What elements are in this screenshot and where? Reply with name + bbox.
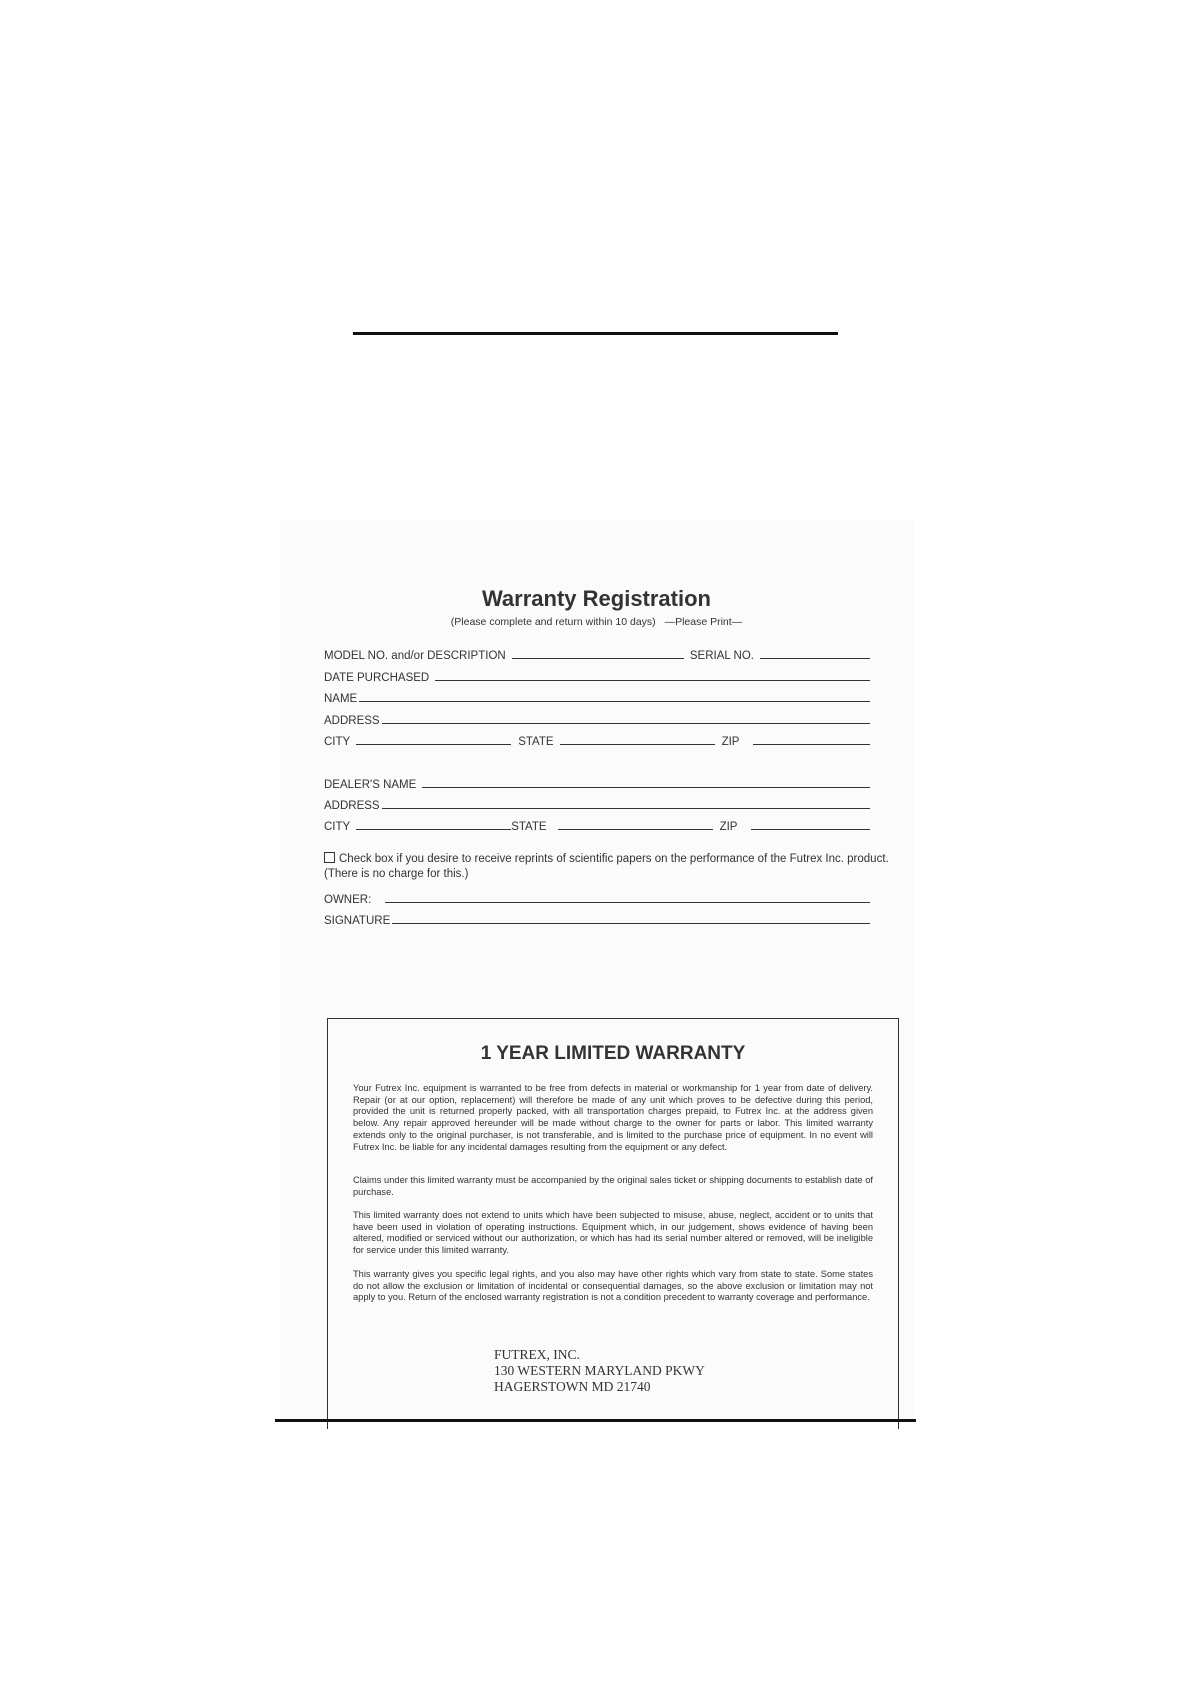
print-note: —Please Print— — [664, 616, 743, 628]
company-name: FUTREX, INC. — [494, 1347, 580, 1362]
no-charge-note: (There is no charge for this.) — [324, 868, 469, 880]
dealer-state-label: STATE — [511, 821, 547, 833]
dealer-zip-label: ZIP — [719, 821, 738, 833]
signature-row — [324, 911, 870, 927]
dealer-city-input-line[interactable] — [356, 829, 511, 830]
city-input-line[interactable] — [356, 744, 511, 745]
state-input-line[interactable] — [560, 744, 715, 745]
zip-input-line[interactable] — [753, 744, 870, 745]
model-serial-row — [324, 646, 870, 662]
address-input-line[interactable] — [382, 723, 870, 724]
warranty-title: 1 YEAR LIMITED WARRANTY — [480, 1043, 746, 1064]
dealer-name-row — [324, 775, 870, 791]
dealer-zip-input-line[interactable] — [751, 829, 870, 830]
warranty-paragraph: Your Futrex Inc. equipment is warranted to be free from defects in material or workmanship for 1 year from date of delivery. Repair (or at our option, replacement) will therefore be made of any unit which proves to be defective during this period, provided the unit is returned properly packed, with all transportation charges prepaid, to Futrex Inc. at the address given below. Any repair approved hereunder will be made without charge to the owner for parts or labor. This limited warranty extends only to the original purchaser, is not transferable, and is limited to the purchase price of equipment. In no event will Futrex Inc. be liable for any incidental damages resulting from the equipment or any defect. — [353, 1083, 873, 1152]
signature-label: SIGNATURE — [324, 915, 391, 927]
city-state-zip-row — [324, 732, 870, 748]
city-label: CITY — [324, 736, 351, 748]
company-street: 130 WESTERN MARYLAND PKWY — [494, 1363, 705, 1378]
warranty-paragraph: This limited warranty does not extend to units which have been subjected to misuse, abuse, neglect, accident or to units that have been used in violation of operating instructions. Equipment which, in our judgement, shows evidence of having been altered, modified or serviced without our authorization, or which has had its serial number altered or removed, will be ineligible for service under this limited warranty. — [353, 1210, 873, 1256]
scanned-warranty-card — [280, 520, 913, 1420]
dealer-address-input-line[interactable] — [382, 808, 870, 809]
bottom-divider-line — [275, 1419, 916, 1422]
address-label: ADDRESS — [324, 715, 380, 727]
dealer-name-input-line[interactable] — [422, 787, 870, 788]
form-instructions: (Please complete and return within 10 days) — [450, 616, 656, 628]
owner-row — [324, 890, 870, 906]
company-city: HAGERSTOWN MD 21740 — [494, 1379, 651, 1394]
warranty-paragraph: This warranty gives you specific legal rights, and you also may have other rights which vary from state to state. Some states do not allow the exclusion or limitation of incidental or consequential damages, so the above exclusion or limitation may not apply to you. Return of the enclosed warranty registration is not a condition precedent to warranty coverage and performance. — [353, 1269, 873, 1303]
address-row — [324, 711, 870, 727]
top-divider-line — [353, 332, 838, 335]
date-purchased-row — [324, 668, 870, 684]
reprints-checkbox[interactable] — [324, 852, 335, 863]
serial-input-line[interactable] — [760, 658, 870, 659]
serial-label: SERIAL NO. — [689, 650, 754, 662]
warranty-paragraph: Claims under this limited warranty must be accompanied by the original sales ticket or shipping documents to establish date of purchase. — [353, 1175, 873, 1197]
model-label: MODEL NO. and/or DESCRIPTION — [324, 650, 506, 662]
date-purchased-input-line[interactable] — [435, 680, 870, 681]
limited-warranty-box — [327, 1018, 899, 1429]
zip-label: ZIP — [721, 736, 740, 748]
dealer-name-label: DEALER'S NAME — [324, 779, 417, 791]
form-subtitle — [280, 616, 913, 628]
model-input-line[interactable] — [512, 658, 684, 659]
name-row — [324, 689, 870, 705]
dealer-city-state-zip-row — [324, 817, 870, 833]
dealer-address-row — [324, 796, 870, 812]
dealer-state-input-line[interactable] — [558, 829, 713, 830]
dealer-city-label: CITY — [324, 821, 351, 833]
company-address — [494, 1347, 705, 1395]
reprints-checkbox-label: Check box if you desire to receive reprints of scientific papers on the performance of the Futrex Inc. product. — [339, 853, 889, 865]
name-input-line[interactable] — [359, 701, 870, 702]
reprints-option — [324, 852, 889, 865]
date-purchased-label: DATE PURCHASED — [324, 672, 430, 684]
form-title: Warranty Registration — [481, 586, 711, 611]
state-label: STATE — [518, 736, 554, 748]
dealer-address-label: ADDRESS — [324, 800, 380, 812]
owner-label: OWNER: — [324, 894, 372, 906]
signature-input-line[interactable] — [392, 923, 870, 924]
owner-signature-line[interactable] — [385, 902, 870, 903]
name-label: NAME — [324, 693, 358, 705]
